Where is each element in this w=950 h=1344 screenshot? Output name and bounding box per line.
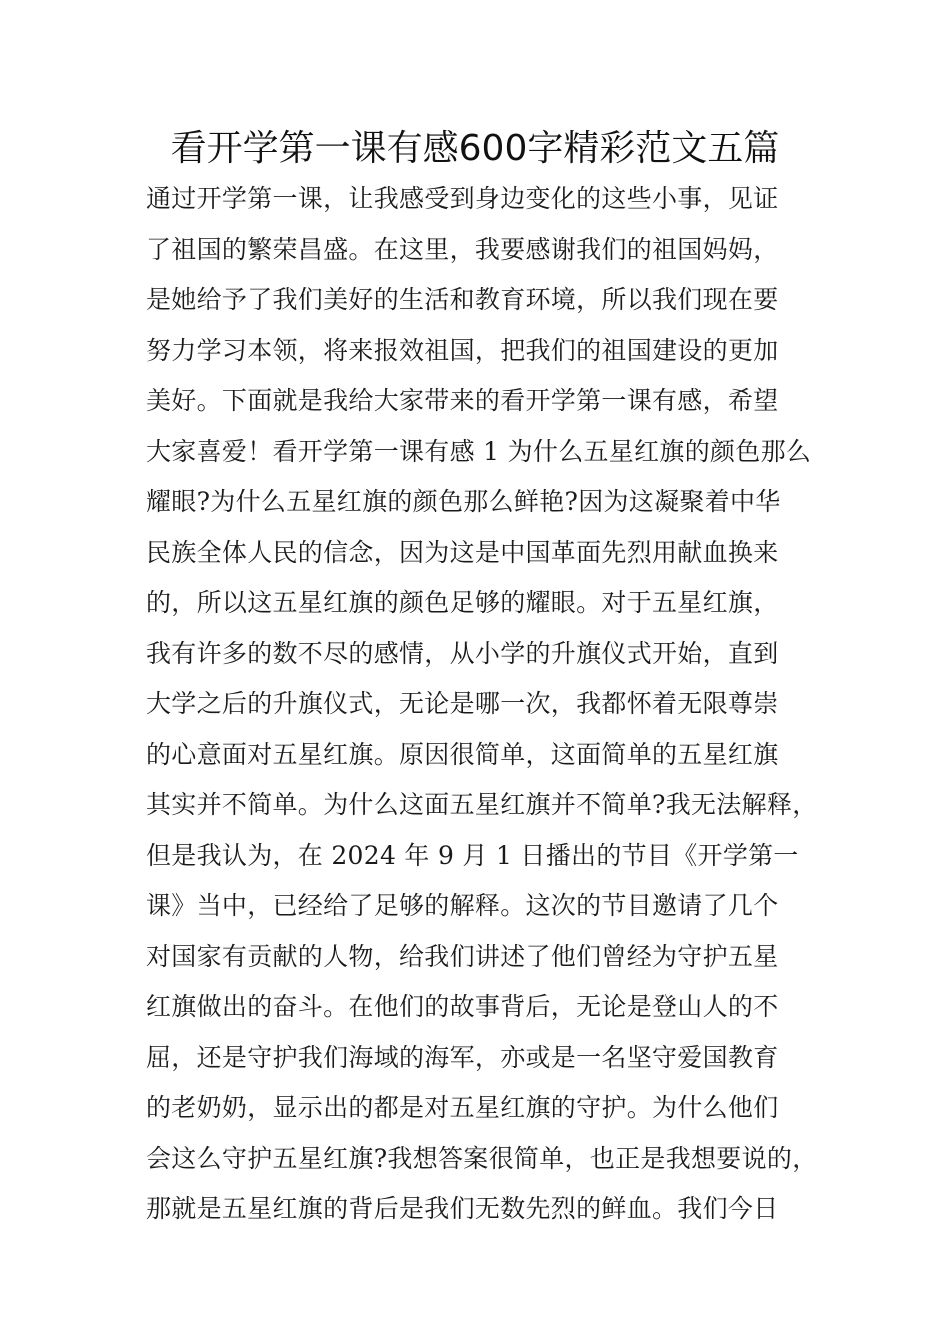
body-line: 通过开学第一课，让我感受到身边变化的这些小事，见证 bbox=[146, 184, 779, 213]
body-line: 民族全体人民的信念，因为这是中国革面先烈用献血换来 bbox=[146, 537, 779, 567]
body-line: 屈，还是守护我们海域的海军，亦或是一名坚守爱国教育 bbox=[146, 1042, 779, 1072]
body-line: 的，所以这五星红旗的颜色足够的耀眼。对于五星红旗， bbox=[146, 588, 779, 617]
body-line: 我有许多的数不尽的感情，从小学的升旗仪式开始，直到 bbox=[146, 638, 779, 668]
document-title: 看开学第一课有感600字精彩范文五篇 bbox=[170, 128, 780, 169]
body-line: 美好。下面就是我给大家带来的看开学第一课有感，希望 bbox=[146, 386, 779, 415]
body-line: 耀眼?为什么五星红旗的颜色那么鲜艳?因为这凝聚着中华 bbox=[146, 487, 781, 516]
body-line: 那就是五星红旗的背后是我们无数先烈的鲜血。我们今日 bbox=[146, 1194, 779, 1223]
body-line: 对国家有贡献的人物，给我们讲述了他们曾经为守护五星 bbox=[146, 941, 779, 971]
body-line: 红旗做出的奋斗。在他们的故事背后，无论是登山人的不 bbox=[146, 992, 779, 1021]
body-line: 的老奶奶，显示出的都是对五星红旗的守护。为什么他们 bbox=[146, 1093, 779, 1122]
body-line: 课》当中，已经给了足够的解释。这次的节目邀请了几个 bbox=[146, 891, 779, 920]
body-line: 其实并不简单。为什么这面五星红旗并不简单?我无法解释， bbox=[146, 790, 818, 819]
body-line: 大家喜爱！看开学第一课有感 1 为什么五星红旗的颜色那么 bbox=[146, 436, 812, 466]
body-line: 了祖国的繁荣昌盛。在这里，我要感谢我们的祖国妈妈， bbox=[146, 234, 779, 264]
body-line: 会这么守护五星红旗?我想答案很简单，也正是我想要说的， bbox=[146, 1143, 818, 1173]
body-line: 是她给予了我们美好的生活和教育环境，所以我们现在要 bbox=[146, 285, 779, 314]
body-line: 大学之后的升旗仪式，无论是哪一次，我都怀着无限尊崇 bbox=[146, 689, 779, 718]
body-line: 但是我认为，在 2024 年 9 月 1 日播出的节目《开学第一 bbox=[146, 840, 799, 870]
document-body bbox=[146, 174, 846, 1235]
body-line: 努力学习本领，将来报效祖国，把我们的祖国建设的更加 bbox=[146, 335, 779, 365]
body-line: 的心意面对五星红旗。原因很简单，这面简单的五星红旗 bbox=[146, 739, 779, 769]
